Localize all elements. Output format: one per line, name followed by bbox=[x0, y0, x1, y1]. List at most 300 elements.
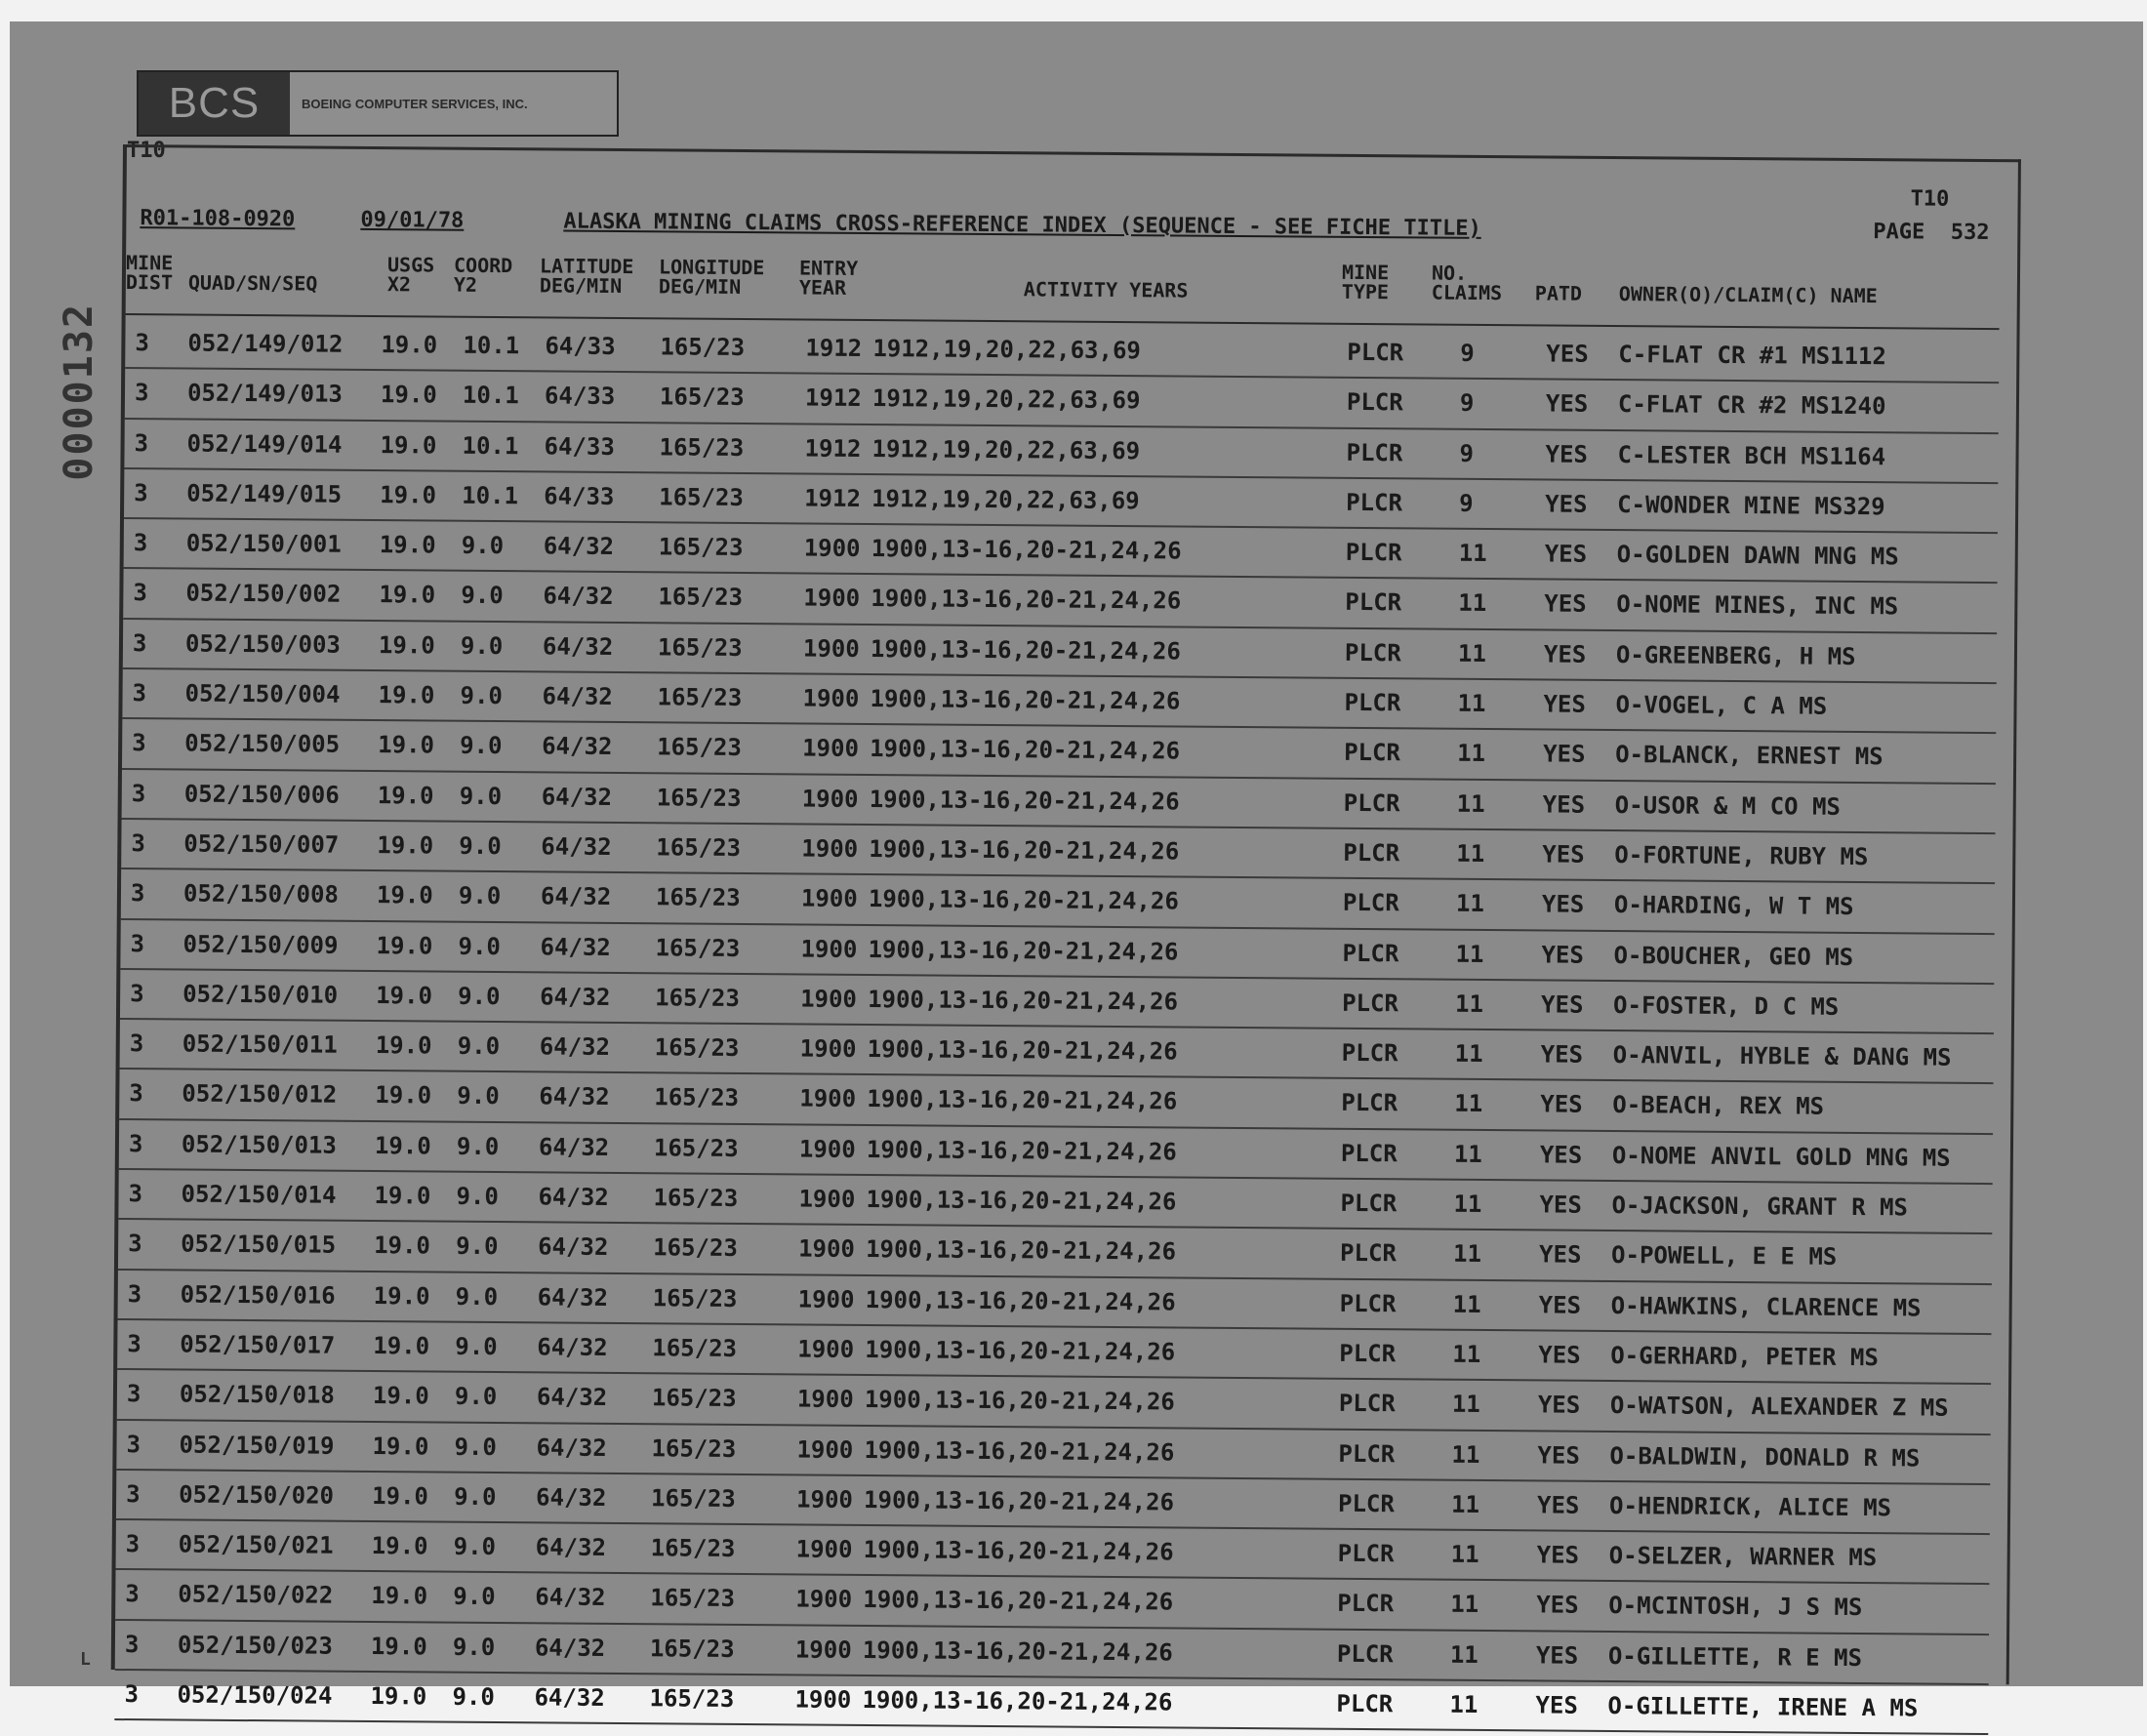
cell-quad: 052/150/017 bbox=[180, 1330, 336, 1359]
cell-year: 1900 bbox=[797, 1335, 855, 1363]
cell-claims: 11 bbox=[1454, 1039, 1483, 1069]
cell-y: 9.0 bbox=[460, 631, 504, 660]
cell-type: PLCR bbox=[1341, 1038, 1398, 1068]
cell-lat: 64/32 bbox=[536, 1483, 607, 1512]
cell-type: PLCR bbox=[1337, 1539, 1395, 1568]
cell-claims: 11 bbox=[1456, 839, 1485, 868]
cell-y: 9.0 bbox=[454, 1382, 498, 1411]
cell-lon: 165/23 bbox=[651, 1484, 736, 1513]
cell-pat: YES bbox=[1545, 490, 1588, 518]
cell-y: 9.0 bbox=[461, 582, 504, 610]
cell-lon: 165/23 bbox=[651, 1384, 737, 1413]
col-entry-year: ENTRY YEAR bbox=[798, 256, 859, 300]
cell-quad: 052/150/008 bbox=[182, 879, 340, 909]
cell-y: 9.0 bbox=[453, 1583, 496, 1611]
cell-quad: 052/150/004 bbox=[184, 679, 341, 708]
cell-x: 19.0 bbox=[374, 1182, 431, 1210]
cell-owner: O-BOUCHER, GEO MS bbox=[1613, 941, 1854, 971]
cell-quad: 052/150/011 bbox=[182, 1029, 338, 1059]
cell-lon: 165/23 bbox=[660, 333, 746, 362]
cell-x: 19.0 bbox=[372, 1481, 429, 1511]
cell-type: PLCR bbox=[1338, 1390, 1396, 1418]
cell-x: 19.0 bbox=[370, 1682, 427, 1711]
cell-dist: 3 bbox=[126, 1380, 142, 1408]
cell-x: 19.0 bbox=[380, 381, 437, 409]
cell-quad: 052/150/009 bbox=[182, 930, 339, 959]
cell-lon: 165/23 bbox=[649, 1635, 735, 1663]
cell-y: 9.0 bbox=[460, 732, 503, 760]
cell-pat: YES bbox=[1543, 640, 1587, 668]
cell-x: 19.0 bbox=[381, 331, 438, 359]
logo-brand: BCS bbox=[139, 72, 290, 135]
cell-lat: 64/32 bbox=[540, 983, 611, 1011]
cell-y: 9.0 bbox=[458, 881, 502, 910]
cell-type: PLCR bbox=[1344, 638, 1401, 667]
cell-x: 19.0 bbox=[373, 1281, 430, 1311]
cell-pat: YES bbox=[1535, 1641, 1579, 1670]
cell-act: 1900,13-16,20-21,24,26 bbox=[866, 1135, 1177, 1166]
cell-claims: 11 bbox=[1450, 1490, 1480, 1518]
cell-y: 9.0 bbox=[453, 1532, 497, 1561]
cell-lat: 64/32 bbox=[543, 532, 615, 561]
page-label: PAGE bbox=[1873, 220, 1925, 245]
cell-quad: 052/150/023 bbox=[177, 1631, 333, 1660]
col-dist: MINE DIST bbox=[125, 251, 174, 295]
cell-act: 1912,19,20,22,63,69 bbox=[871, 434, 1141, 464]
cell-pat: YES bbox=[1538, 1240, 1582, 1270]
cell-type: PLCR bbox=[1346, 438, 1403, 466]
page-number bbox=[1873, 220, 1989, 245]
cell-dist: 3 bbox=[127, 1279, 142, 1308]
cell-lon: 165/23 bbox=[656, 833, 742, 862]
report-seq: T10 bbox=[1910, 186, 1950, 212]
cell-claims: 11 bbox=[1456, 789, 1485, 818]
cell-y: 9.0 bbox=[459, 831, 502, 861]
logo-company: BOEING COMPUTER SERVICES, INC. bbox=[302, 96, 528, 111]
cell-claims: 11 bbox=[1451, 1440, 1480, 1469]
report-page bbox=[111, 144, 2021, 1722]
cell-dist: 3 bbox=[131, 779, 146, 807]
cell-owner: O-NOME ANVIL GOLD MNG MS bbox=[1611, 1141, 1951, 1172]
cell-y: 9.0 bbox=[457, 1082, 500, 1110]
cell-lon: 165/23 bbox=[657, 733, 742, 762]
report-header bbox=[140, 186, 2005, 246]
col-quad: QUAD/SN/SEQ bbox=[187, 270, 318, 296]
cell-lon: 165/23 bbox=[653, 1134, 739, 1162]
cell-type: PLCR bbox=[1342, 939, 1399, 967]
cell-act: 1900,13-16,20-21,24,26 bbox=[868, 985, 1179, 1016]
cell-year: 1900 bbox=[803, 584, 861, 613]
column-headers bbox=[126, 253, 2000, 330]
cell-lon: 165/23 bbox=[652, 1283, 738, 1312]
cell-dist: 3 bbox=[126, 1479, 141, 1509]
cell-lat: 64/32 bbox=[540, 932, 611, 961]
cell-act: 1900,13-16,20-21,24,26 bbox=[866, 1235, 1177, 1266]
cell-type: PLCR bbox=[1346, 488, 1403, 517]
cell-type: PLCR bbox=[1339, 1289, 1397, 1317]
cell-year: 1900 bbox=[802, 634, 860, 663]
cell-owner: O-HENDRICK, ALICE MS bbox=[1608, 1491, 1892, 1522]
cell-lon: 165/23 bbox=[658, 533, 744, 562]
cell-claims: 11 bbox=[1453, 1240, 1482, 1269]
cell-type: PLCR bbox=[1343, 838, 1400, 868]
cell-year: 1900 bbox=[795, 1535, 853, 1564]
cell-dist: 3 bbox=[130, 979, 144, 1008]
cell-lat: 64/32 bbox=[537, 1333, 608, 1361]
cell-claims: 11 bbox=[1458, 539, 1487, 568]
cell-year: 1900 bbox=[800, 985, 858, 1013]
cell-y: 9.0 bbox=[458, 982, 501, 1010]
cell-owner: C-FLAT CR #1 MS1112 bbox=[1618, 341, 1887, 371]
cell-claims: 9 bbox=[1460, 339, 1475, 367]
cell-y: 9.0 bbox=[459, 782, 503, 810]
cell-lon: 165/23 bbox=[659, 432, 745, 462]
cell-dist: 3 bbox=[134, 428, 149, 457]
cell-pat: YES bbox=[1544, 540, 1588, 568]
cell-type: PLCR bbox=[1337, 1489, 1396, 1518]
cell-lon: 165/23 bbox=[653, 1184, 739, 1213]
cell-year: 1900 bbox=[798, 1234, 856, 1264]
cell-quad: 052/150/007 bbox=[183, 829, 340, 859]
cell-year: 1900 bbox=[794, 1685, 852, 1714]
cell-act: 1900,13-16,20-21,24,26 bbox=[870, 685, 1181, 715]
cell-y: 9.0 bbox=[456, 1232, 499, 1261]
side-code: 0000132 bbox=[57, 303, 101, 481]
cell-owner: O-BLANCK, ERNEST MS bbox=[1615, 741, 1884, 771]
cell-pat: YES bbox=[1541, 990, 1584, 1019]
cell-y: 9.0 bbox=[454, 1482, 497, 1511]
cell-dist: 3 bbox=[125, 1580, 140, 1608]
cell-y: 9.0 bbox=[460, 681, 504, 710]
cell-claims: 11 bbox=[1450, 1591, 1479, 1619]
cell-owner: O-VOGEL, C A MS bbox=[1615, 691, 1828, 720]
cell-lat: 64/32 bbox=[538, 1183, 609, 1211]
cell-year: 1900 bbox=[801, 785, 859, 813]
col-longitude: LONGITUDE DEG/MIN bbox=[658, 255, 765, 299]
cell-lat: 64/32 bbox=[538, 1232, 609, 1262]
cell-dist: 3 bbox=[129, 1029, 144, 1058]
cell-y: 9.0 bbox=[461, 531, 505, 560]
cell-x: 19.0 bbox=[376, 931, 433, 960]
cell-type: PLCR bbox=[1337, 1590, 1395, 1618]
cell-act: 1900,13-16,20-21,24,26 bbox=[863, 1536, 1174, 1566]
cell-y: 9.0 bbox=[456, 1182, 500, 1211]
cell-dist: 3 bbox=[135, 329, 149, 357]
cell-x: 19.0 bbox=[374, 1231, 431, 1260]
cell-lon: 165/23 bbox=[651, 1433, 737, 1463]
cell-lat: 64/32 bbox=[539, 1082, 610, 1111]
cell-act: 1900,13-16,20-21,24,26 bbox=[871, 535, 1182, 565]
cell-act: 1900,13-16,20-21,24,26 bbox=[868, 885, 1179, 915]
cell-year: 1900 bbox=[796, 1434, 854, 1464]
cell-owner: O-MCINTOSH, J S MS bbox=[1608, 1592, 1863, 1622]
cell-lat: 64/32 bbox=[540, 882, 612, 911]
cell-act: 1900,13-16,20-21,24,26 bbox=[864, 1435, 1175, 1467]
col-mine-type: MINE TYPE bbox=[1341, 260, 1390, 304]
cell-dist: 3 bbox=[131, 829, 145, 858]
report-title: ALASKA MINING CLAIMS CROSS-REFERENCE INDEX (SEQUENCE - SEE FICHE TITLE) bbox=[563, 209, 1481, 241]
cell-quad: 052/149/013 bbox=[186, 379, 344, 409]
cell-claims: 11 bbox=[1449, 1640, 1479, 1669]
cell-pat: YES bbox=[1536, 1591, 1579, 1620]
cell-claims: 11 bbox=[1452, 1340, 1481, 1368]
cell-y: 10.1 bbox=[463, 331, 520, 360]
cell-claims: 11 bbox=[1453, 1190, 1482, 1219]
corner-mark: L bbox=[80, 1649, 91, 1670]
cell-act: 1900,13-16,20-21,24,26 bbox=[866, 1186, 1177, 1216]
cell-claims: 11 bbox=[1455, 989, 1484, 1018]
cell-owner: O-GERHARD, PETER MS bbox=[1610, 1341, 1879, 1372]
cell-lat: 64/32 bbox=[534, 1683, 605, 1712]
cell-y: 10.1 bbox=[462, 481, 519, 510]
cell-year: 1900 bbox=[799, 1084, 857, 1113]
cell-x: 19.0 bbox=[378, 731, 435, 759]
cell-lat: 64/32 bbox=[542, 682, 613, 711]
cell-x: 19.0 bbox=[380, 430, 437, 460]
cell-y: 9.0 bbox=[458, 932, 502, 960]
cell-act: 1900,13-16,20-21,24,26 bbox=[867, 1085, 1178, 1115]
cell-act: 1900,13-16,20-21,24,26 bbox=[864, 1485, 1175, 1516]
cell-type: PLCR bbox=[1347, 338, 1404, 367]
cell-claims: 11 bbox=[1455, 890, 1484, 918]
cell-x: 19.0 bbox=[372, 1382, 429, 1410]
cell-owner: C-WONDER MINE MS329 bbox=[1617, 490, 1885, 521]
cell-x: 19.0 bbox=[377, 781, 434, 810]
cell-pat: YES bbox=[1536, 1541, 1580, 1569]
cell-owner: O-HAWKINS, CLARENCE MS bbox=[1610, 1291, 1922, 1322]
cell-quad: 052/149/012 bbox=[187, 329, 344, 358]
cell-quad: 052/150/020 bbox=[179, 1480, 335, 1510]
cell-lon: 165/23 bbox=[655, 984, 740, 1012]
cell-quad: 052/150/003 bbox=[184, 629, 342, 659]
cell-x: 19.0 bbox=[376, 981, 433, 1010]
cell-act: 1900,13-16,20-21,24,26 bbox=[865, 1335, 1176, 1366]
cell-year: 1900 bbox=[796, 1385, 854, 1414]
cell-act: 1900,13-16,20-21,24,26 bbox=[863, 1586, 1174, 1616]
cell-lat: 64/32 bbox=[534, 1634, 606, 1662]
cell-pat: YES bbox=[1540, 1090, 1583, 1119]
cell-year: 1900 bbox=[802, 684, 860, 713]
cell-claims: 11 bbox=[1458, 589, 1487, 618]
cell-quad: 052/150/005 bbox=[184, 729, 341, 759]
cell-lat: 64/32 bbox=[535, 1583, 606, 1612]
cell-pat: YES bbox=[1536, 1491, 1580, 1519]
cell-year: 1900 bbox=[799, 1034, 857, 1064]
cell-y: 9.0 bbox=[452, 1633, 496, 1661]
cell-pat: YES bbox=[1537, 1440, 1580, 1470]
cell-lon: 165/23 bbox=[658, 583, 744, 612]
col-coord-y: COORD Y2 bbox=[453, 253, 513, 297]
cell-pat: YES bbox=[1540, 1040, 1584, 1069]
cell-lat: 64/32 bbox=[541, 832, 612, 861]
cell-quad: 052/150/010 bbox=[182, 980, 339, 1009]
cell-x: 19.0 bbox=[371, 1532, 428, 1560]
cell-pat: YES bbox=[1537, 1391, 1581, 1420]
cell-act: 1900,13-16,20-21,24,26 bbox=[870, 735, 1181, 765]
cell-lon: 165/23 bbox=[650, 1534, 736, 1563]
cell-year: 1912 bbox=[804, 484, 862, 512]
cell-lon: 165/23 bbox=[659, 483, 744, 511]
cell-lon: 165/23 bbox=[656, 783, 742, 812]
cell-type: PLCR bbox=[1342, 889, 1399, 917]
cell-year: 1900 bbox=[796, 1485, 854, 1514]
cell-owner: O-GOLDEN DAWN MNG MS bbox=[1616, 541, 1899, 571]
cell-lat: 64/32 bbox=[539, 1032, 611, 1062]
cell-owner: O-HARDING, W T MS bbox=[1613, 891, 1854, 921]
cell-type: PLCR bbox=[1343, 788, 1400, 817]
cell-year: 1912 bbox=[805, 334, 863, 362]
cell-owner: O-GILLETTE, IRENE A MS bbox=[1607, 1692, 1919, 1722]
cell-lon: 165/23 bbox=[654, 1033, 740, 1063]
cell-lon: 165/23 bbox=[655, 933, 741, 962]
cell-lon: 165/23 bbox=[655, 883, 741, 912]
cell-pat: YES bbox=[1544, 589, 1587, 619]
col-owner: OWNER(O)/CLAIM(C) NAME bbox=[1618, 282, 1878, 308]
cell-owner: O-SELZER, WARNER MS bbox=[1608, 1542, 1878, 1572]
cell-quad: 052/150/012 bbox=[182, 1079, 338, 1110]
cell-year: 1900 bbox=[800, 884, 858, 913]
cell-dist: 3 bbox=[124, 1630, 140, 1658]
cell-x: 19.0 bbox=[376, 881, 433, 909]
col-latitude: LATITUDE DEG/MIN bbox=[539, 254, 634, 299]
page-value: 532 bbox=[1950, 220, 1990, 246]
col-patented: PATD bbox=[1534, 281, 1583, 305]
cell-lat: 64/32 bbox=[536, 1383, 608, 1412]
cell-claims: 11 bbox=[1457, 639, 1486, 667]
cell-quad: 052/150/015 bbox=[181, 1230, 337, 1260]
cell-dist: 3 bbox=[130, 929, 145, 957]
cell-act: 1900,13-16,20-21,24,26 bbox=[862, 1686, 1173, 1716]
cell-type: PLCR bbox=[1340, 1239, 1398, 1268]
cell-type: PLCR bbox=[1344, 688, 1401, 717]
cell-owner: O-FORTUNE, RUBY MS bbox=[1614, 840, 1869, 871]
cell-type: PLCR bbox=[1336, 1639, 1394, 1668]
cell-dist: 3 bbox=[134, 379, 149, 407]
cell-owner: O-BEACH, REX MS bbox=[1612, 1091, 1825, 1121]
cell-lat: 64/33 bbox=[545, 332, 616, 360]
cell-act: 1900,13-16,20-21,24,26 bbox=[865, 1285, 1176, 1316]
cell-quad: 052/150/022 bbox=[178, 1580, 334, 1610]
cell-dist: 3 bbox=[125, 1530, 141, 1558]
cell-lat: 64/32 bbox=[542, 632, 614, 661]
cell-dist: 3 bbox=[126, 1430, 142, 1458]
cell-act: 1900,13-16,20-21,24,26 bbox=[868, 935, 1179, 966]
cell-year: 1900 bbox=[802, 734, 860, 763]
cell-type: PLCR bbox=[1346, 388, 1403, 417]
cell-act: 1900,13-16,20-21,24,26 bbox=[867, 1035, 1178, 1066]
cell-lat: 64/32 bbox=[536, 1433, 607, 1462]
cell-type: PLCR bbox=[1338, 1439, 1396, 1468]
cell-year: 1900 bbox=[795, 1585, 853, 1614]
cell-dist: 3 bbox=[124, 1680, 140, 1709]
cell-owner: C-FLAT CR #2 MS1240 bbox=[1617, 390, 1886, 421]
cell-year: 1900 bbox=[797, 1285, 855, 1313]
cell-act: 1900,13-16,20-21,24,26 bbox=[869, 785, 1180, 816]
cell-pat: YES bbox=[1541, 941, 1584, 969]
cell-type: PLCR bbox=[1336, 1689, 1394, 1718]
cell-type: PLCR bbox=[1340, 1189, 1398, 1218]
cell-x: 19.0 bbox=[370, 1632, 427, 1661]
claims-table bbox=[114, 319, 1999, 1735]
cell-x: 19.0 bbox=[375, 1031, 432, 1060]
cell-pat: YES bbox=[1542, 790, 1586, 819]
cell-year: 1912 bbox=[804, 434, 862, 463]
cell-pat: YES bbox=[1538, 1291, 1582, 1319]
cell-pat: YES bbox=[1539, 1191, 1582, 1219]
cell-quad: 052/150/016 bbox=[180, 1280, 336, 1310]
cell-owner: O-GILLETTE, R E MS bbox=[1607, 1641, 1863, 1672]
cell-lon: 165/23 bbox=[657, 683, 743, 712]
cell-dist: 3 bbox=[128, 1129, 143, 1157]
cell-quad: 052/150/014 bbox=[181, 1180, 337, 1209]
cell-year: 1900 bbox=[800, 935, 858, 963]
cell-year: 1900 bbox=[794, 1635, 852, 1664]
cell-x: 19.0 bbox=[377, 831, 434, 860]
cell-pat: YES bbox=[1545, 440, 1589, 468]
cell-lon: 165/23 bbox=[653, 1233, 738, 1263]
bcs-logo bbox=[137, 70, 619, 137]
cell-claims: 11 bbox=[1454, 1090, 1483, 1118]
cell-act: 1900,13-16,20-21,24,26 bbox=[870, 634, 1181, 666]
cell-claims: 9 bbox=[1459, 489, 1474, 517]
cell-pat: YES bbox=[1543, 740, 1586, 769]
cell-lat: 64/32 bbox=[541, 783, 613, 811]
cell-lon: 165/23 bbox=[654, 1083, 740, 1112]
cell-year: 1900 bbox=[798, 1185, 856, 1213]
cell-x: 19.0 bbox=[378, 630, 435, 660]
cell-x: 19.0 bbox=[379, 531, 436, 559]
cell-quad: 052/150/019 bbox=[179, 1431, 335, 1460]
cell-claims: 11 bbox=[1449, 1690, 1479, 1718]
cell-act: 1912,19,20,22,63,69 bbox=[871, 384, 1141, 415]
cell-lat: 64/33 bbox=[544, 382, 616, 411]
cell-claims: 11 bbox=[1451, 1390, 1480, 1419]
cell-owner: O-FOSTER, D C MS bbox=[1613, 990, 1840, 1021]
cell-lon: 165/23 bbox=[652, 1334, 738, 1362]
cell-pat: YES bbox=[1545, 389, 1589, 419]
cell-pat: YES bbox=[1535, 1691, 1578, 1719]
cell-quad: 052/150/001 bbox=[185, 529, 342, 558]
cell-owner: O-JACKSON, GRANT R MS bbox=[1611, 1191, 1909, 1222]
cell-x: 19.0 bbox=[374, 1131, 431, 1160]
cell-lat: 64/32 bbox=[535, 1533, 607, 1562]
cell-dist: 3 bbox=[128, 1180, 143, 1208]
cell-lat: 64/32 bbox=[537, 1283, 609, 1312]
cell-x: 19.0 bbox=[371, 1582, 428, 1610]
cell-claims: 11 bbox=[1455, 940, 1484, 968]
cell-owner: O-GREENBERG, H MS bbox=[1615, 640, 1856, 670]
cell-lat: 64/33 bbox=[544, 431, 615, 461]
cell-year: 1912 bbox=[804, 384, 862, 413]
cell-y: 9.0 bbox=[454, 1433, 497, 1461]
cell-x: 19.0 bbox=[372, 1432, 429, 1461]
cell-claims: 11 bbox=[1457, 689, 1486, 718]
cell-owner: O-USOR & M CO MS bbox=[1614, 790, 1842, 821]
cell-y: 9.0 bbox=[452, 1682, 495, 1712]
cell-y: 10.1 bbox=[462, 382, 519, 410]
cell-x: 19.0 bbox=[378, 681, 435, 709]
col-coord-x: USGS X2 bbox=[386, 253, 435, 297]
cell-owner: O-ANVIL, HYBLE & DANG MS bbox=[1612, 1041, 1952, 1071]
cell-x: 19.0 bbox=[379, 581, 436, 610]
cell-pat: YES bbox=[1541, 890, 1585, 919]
cell-type: PLCR bbox=[1340, 1139, 1398, 1168]
cell-x: 19.0 bbox=[375, 1081, 432, 1110]
cell-type: PLCR bbox=[1344, 739, 1401, 767]
cell-pat: YES bbox=[1542, 840, 1585, 868]
cell-lat: 64/32 bbox=[538, 1133, 610, 1161]
cell-lon: 165/23 bbox=[650, 1584, 736, 1613]
